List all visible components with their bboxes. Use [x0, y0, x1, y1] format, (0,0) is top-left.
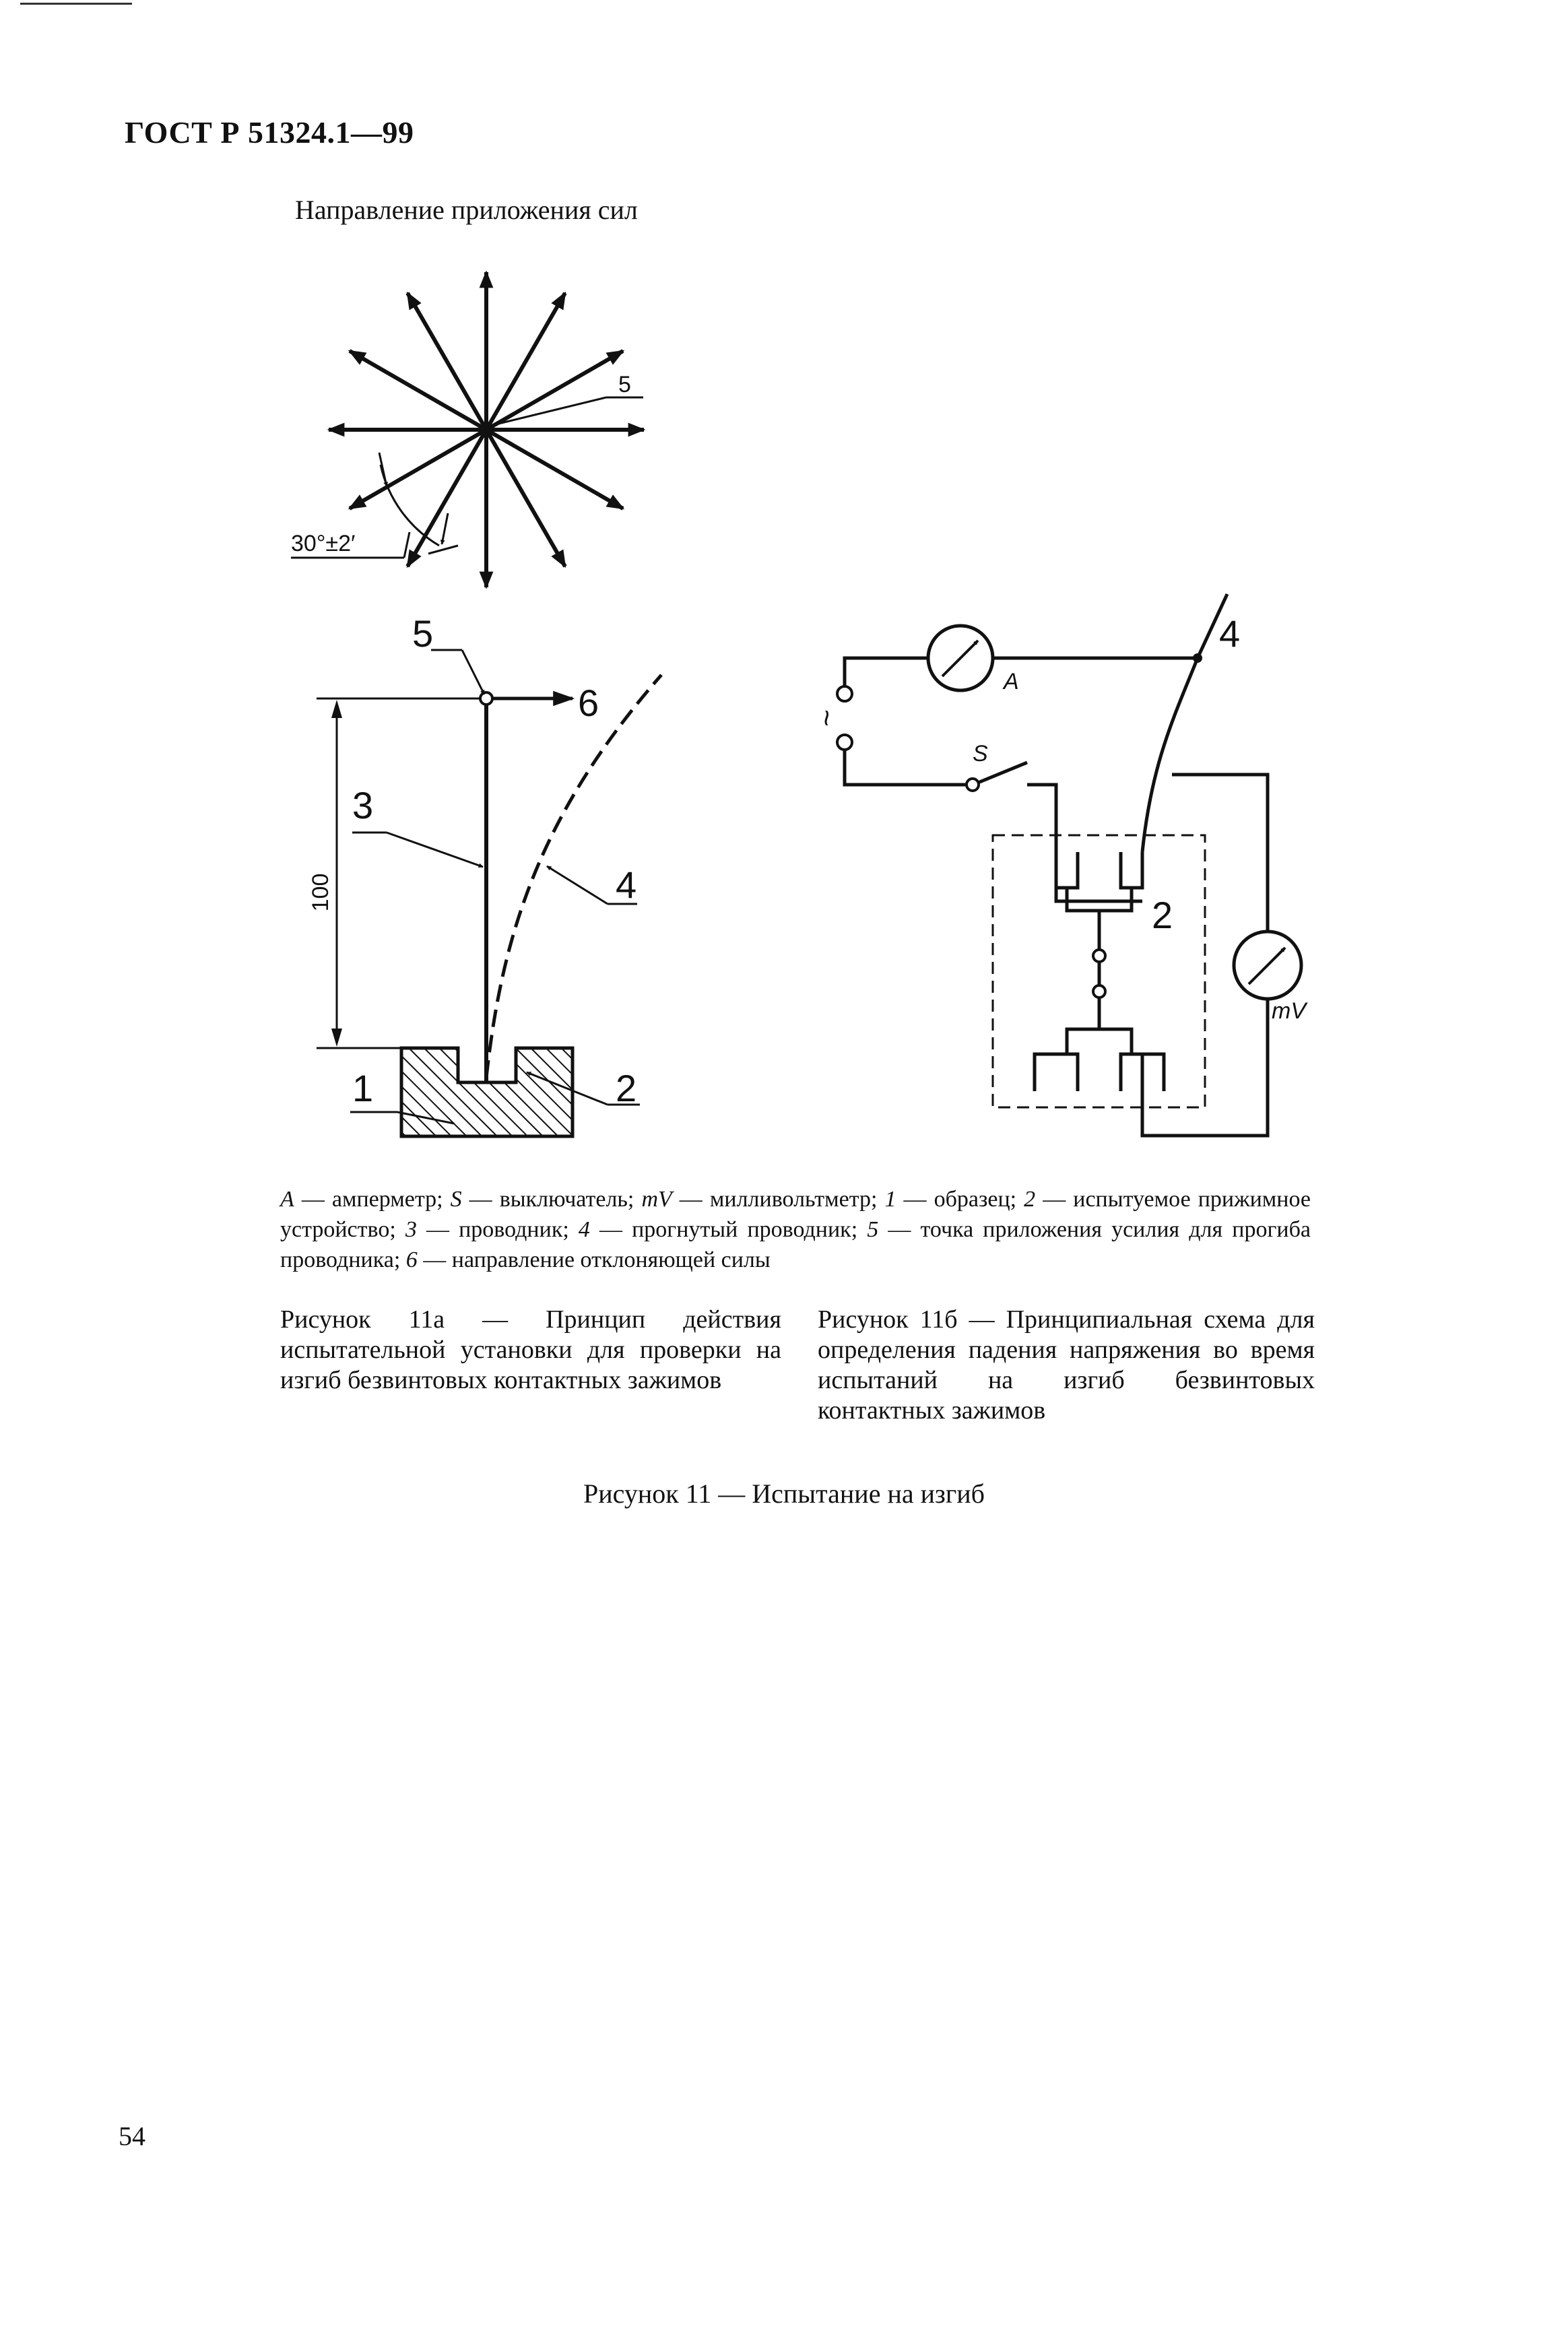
- dimension-100: 100: [308, 873, 333, 912]
- star-label-5: 5: [618, 372, 631, 397]
- legend-item: 2 — испытуемое прижимное устройство;: [280, 1187, 1311, 1242]
- fig-a-label-2: 2: [616, 1067, 637, 1109]
- standard-header: ГОСТ Р 51324.1—99: [125, 115, 414, 150]
- fig-a-label-1: 1: [352, 1067, 374, 1109]
- caption-figure-11: Рисунок 11 — Испытание на изгиб: [583, 1478, 985, 1509]
- switch-label: S: [973, 741, 988, 767]
- fig-b-label-2: 2: [1152, 894, 1173, 936]
- caption-figure-11a: Рисунок 11а — Принцип действия испытательной установки для проверки на изгиб безвинтовых контактных зажимов: [280, 1305, 781, 1394]
- force-point: [480, 692, 492, 705]
- legend-item: S — выключатель;: [450, 1187, 642, 1212]
- label-5-leader: [490, 397, 643, 426]
- fig-a-label-5: 5: [412, 612, 434, 655]
- ammeter-label: A: [1004, 669, 1019, 694]
- figure-legend: [280, 1184, 1311, 1275]
- fig-a-label-4: 4: [616, 864, 637, 906]
- legend-item: 6 — направление отклоняющей силы: [405, 1247, 771, 1272]
- fig-a-label-3: 3: [352, 784, 374, 826]
- caption-figure-11b: Рисунок 11б — Принципиальная схема для определения падения напряжения во время испытаний на изгиб безвинтовых контактных зажимов: [818, 1305, 1315, 1425]
- fig-a-label-6: 6: [578, 682, 599, 724]
- legend-item: 4 — прогнутый проводник;: [578, 1217, 868, 1242]
- millivoltmeter-label: mV: [1272, 998, 1306, 1024]
- angle-label: 30°±2′: [291, 531, 356, 556]
- figure-heading: Направление приложения сил: [295, 195, 638, 225]
- legend-item: A — амперметр;: [280, 1187, 451, 1212]
- switch-contact: [967, 779, 979, 791]
- figure-11b: [810, 594, 1308, 1136]
- figure-11a: [308, 612, 661, 1136]
- legend-item: 1 — образец;: [884, 1187, 1024, 1212]
- page-number: 54: [119, 2121, 145, 2151]
- source-terminal-bottom: [837, 735, 852, 750]
- source-terminal-top: [837, 686, 852, 701]
- legend-item: 3 — проводник;: [405, 1217, 579, 1242]
- legend-item: 5 — точка приложения усилия для прогиба проводника;: [280, 1217, 1311, 1272]
- fig-b-label-4: 4: [1219, 612, 1241, 655]
- legend-item: mV — милливольтметр;: [641, 1187, 885, 1212]
- source-symbol: ~: [810, 709, 843, 727]
